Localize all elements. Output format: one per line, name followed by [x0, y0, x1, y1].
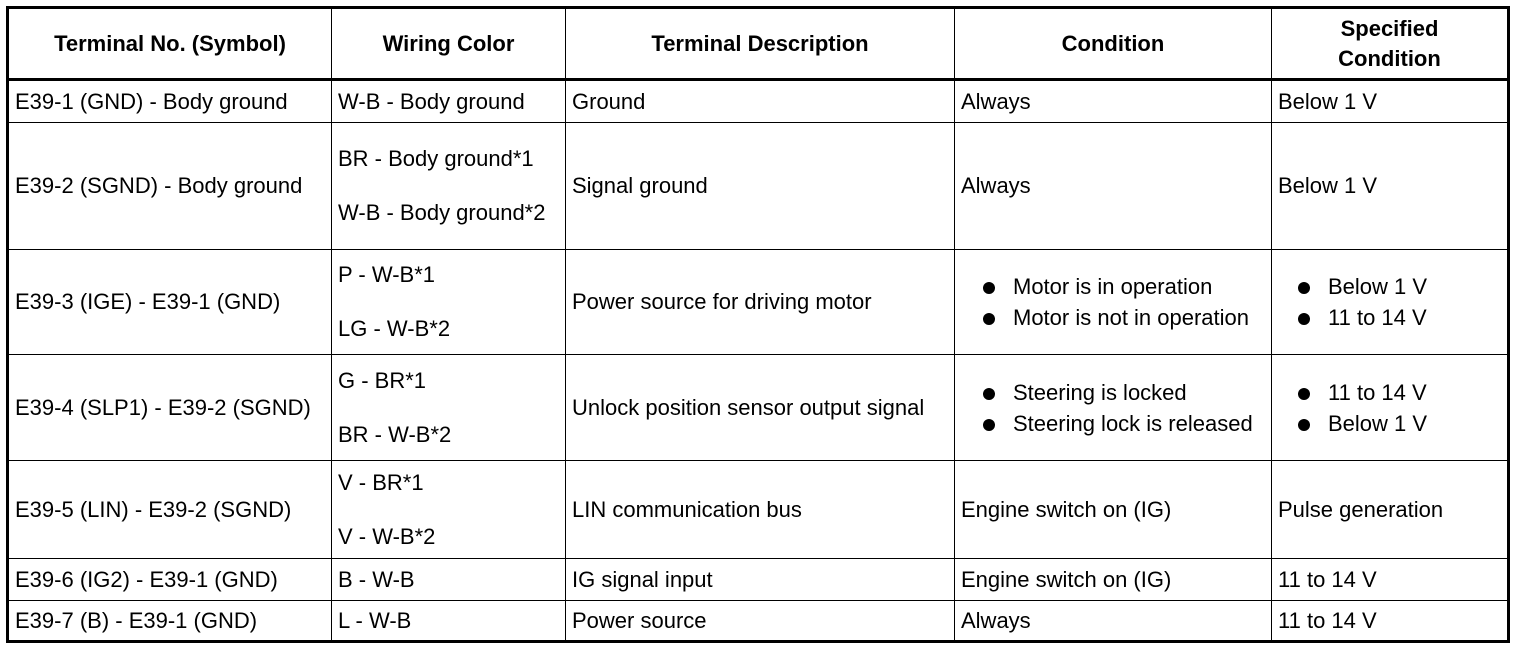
wiring-variant-1: P - W-B*1: [338, 262, 435, 287]
terminal-cell: E39-4 (SLP1) - E39-2 (SGND): [8, 355, 332, 461]
table-row: [8, 355, 1509, 461]
table-row: [8, 559, 1509, 601]
table-row: [8, 80, 1509, 123]
wiring-variant-2: V - W-B*2: [338, 523, 436, 549]
header-row: [8, 8, 1509, 80]
description-cell: Ground: [566, 80, 955, 123]
list-item: 11 to 14 V: [1296, 302, 1501, 333]
specified-cell: Pulse generation: [1272, 461, 1509, 559]
table-row: [8, 461, 1509, 559]
wiring-variant-2: BR - W-B*2: [338, 421, 452, 447]
list-item: Below 1 V: [1296, 408, 1501, 439]
table-row: [8, 250, 1509, 355]
condition-cell: Always: [955, 123, 1272, 250]
list-item: Steering is locked: [981, 377, 1265, 408]
terminal-spec-table: [6, 6, 1510, 643]
specified-cell: 11 to 14 V: [1272, 601, 1509, 642]
condition-list: [961, 271, 1265, 333]
header-wiring-color: Wiring Color: [332, 8, 566, 80]
condition-cell: Engine switch on (IG): [955, 461, 1272, 559]
wiring-cell: [332, 123, 566, 250]
wiring-variant-1: G - BR*1: [338, 367, 427, 393]
wiring-cell: [332, 461, 566, 559]
specified-cell: 11 to 14 V: [1272, 559, 1509, 601]
description-cell: IG signal input: [566, 559, 955, 601]
list-item: Below 1 V: [1296, 271, 1501, 302]
wiring-variant-2: W-B - Body ground*2: [338, 200, 546, 225]
terminal-cell: E39-2 (SGND) - Body ground: [8, 123, 332, 250]
terminal-cell: E39-6 (IG2) - E39-1 (GND): [8, 559, 332, 601]
condition-list: [961, 377, 1265, 439]
specified-cell: Below 1 V: [1272, 80, 1509, 123]
condition-cell: Engine switch on (IG): [955, 559, 1272, 601]
list-item: 11 to 14 V: [1296, 377, 1501, 408]
condition-cell: Always: [955, 80, 1272, 123]
table-row: [8, 123, 1509, 250]
wiring-cell: B - W-B: [332, 559, 566, 601]
terminal-cell: E39-1 (GND) - Body ground: [8, 80, 332, 123]
description-cell: Unlock position sensor output signal: [566, 355, 955, 461]
specified-list: [1278, 377, 1501, 439]
specified-list: [1278, 271, 1501, 333]
wiring-cell: L - W-B: [332, 601, 566, 642]
description-cell: LIN communication bus: [566, 461, 955, 559]
wiring-variant-1: V - BR*1: [338, 469, 424, 495]
list-item: Motor is not in operation: [981, 302, 1265, 333]
wiring-variant-1: BR - Body ground*1: [338, 146, 534, 171]
header-terminal-description: Terminal Description: [566, 8, 955, 80]
terminal-cell: E39-7 (B) - E39-1 (GND): [8, 601, 332, 642]
header-condition: Condition: [955, 8, 1272, 80]
table-row: [8, 601, 1509, 642]
condition-cell: [955, 250, 1272, 355]
description-cell: Power source: [566, 601, 955, 642]
header-specified-condition: Specified Condition: [1272, 8, 1509, 80]
condition-cell: Always: [955, 601, 1272, 642]
condition-cell: [955, 355, 1272, 461]
list-item: Motor is in operation: [981, 271, 1265, 302]
terminal-cell: E39-5 (LIN) - E39-2 (SGND): [8, 461, 332, 559]
header-terminal: Terminal No. (Symbol): [8, 8, 332, 80]
description-cell: Signal ground: [566, 123, 955, 250]
specified-cell: [1272, 355, 1509, 461]
wiring-variant-2: LG - W-B*2: [338, 316, 451, 341]
list-item: Steering lock is released: [981, 408, 1265, 439]
wiring-cell: W-B - Body ground: [332, 80, 566, 123]
description-cell: Power source for driving motor: [566, 250, 955, 355]
specified-cell: Below 1 V: [1272, 123, 1509, 250]
wiring-cell: [332, 250, 566, 355]
specified-cell: [1272, 250, 1509, 355]
terminal-cell: E39-3 (IGE) - E39-1 (GND): [8, 250, 332, 355]
wiring-cell: [332, 355, 566, 461]
